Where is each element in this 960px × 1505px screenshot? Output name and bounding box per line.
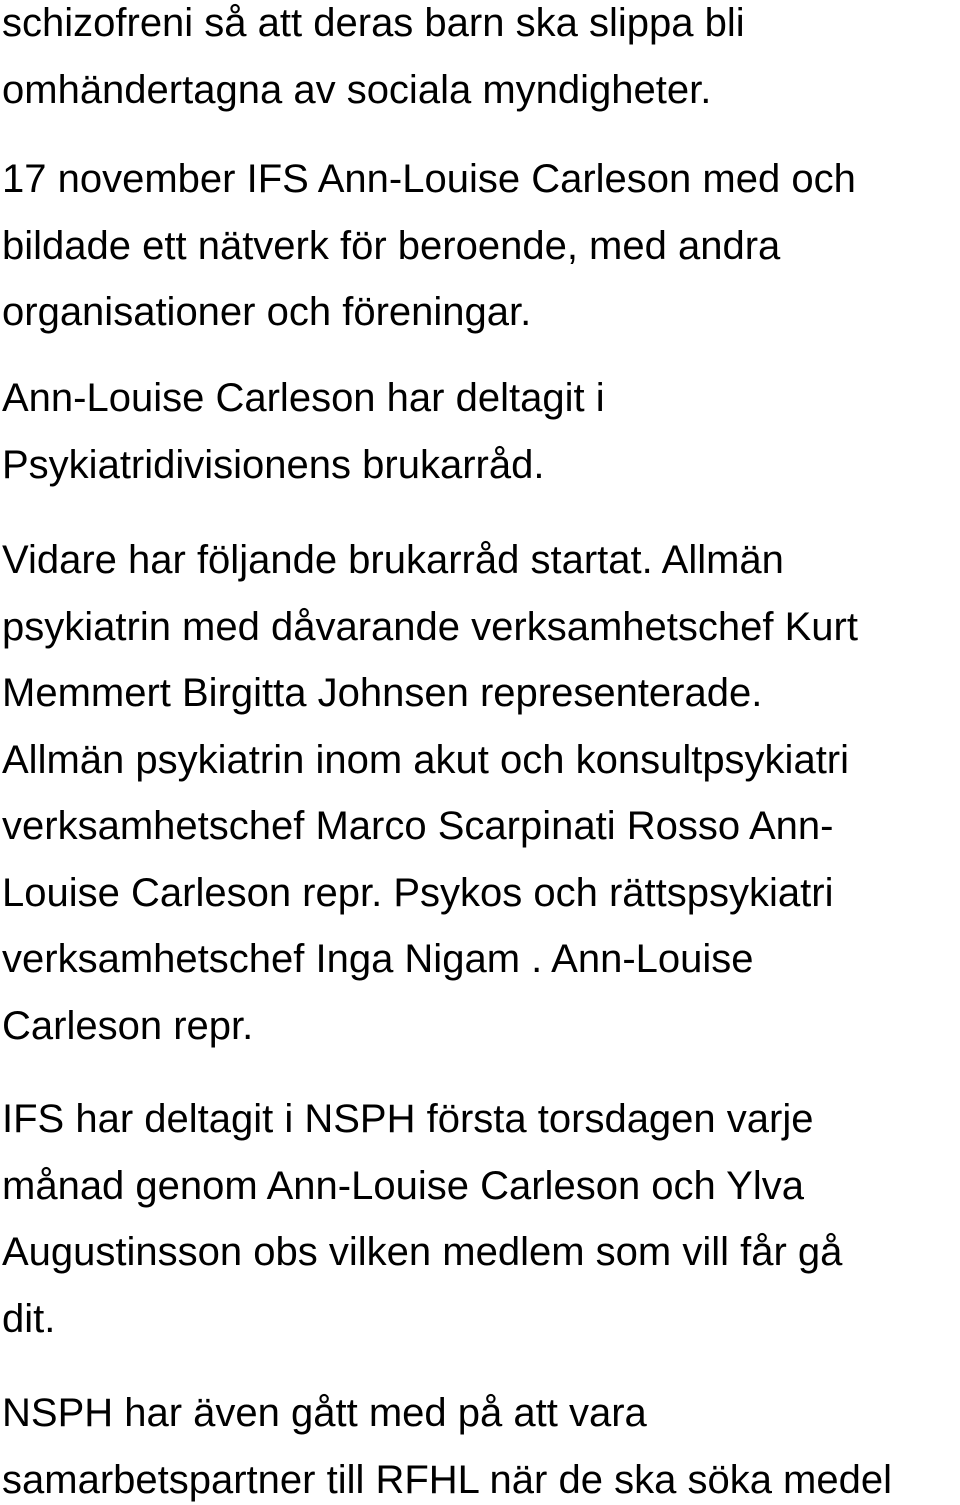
text-line: NSPH har även gått med på att vara [2, 1391, 647, 1435]
paragraph-nsph-torsdagar [2, 1086, 842, 1352]
text-line: bildade ett nätverk för beroende, med andra [2, 223, 781, 268]
text-line: Augustinsson obs vilken medlem som vill får gå [2, 1230, 843, 1274]
text-line: 17 november IFS Ann-Louise Carleson med och [2, 157, 856, 201]
text-line: samarbetspartner till RFHL när de ska söka medel [2, 1457, 892, 1502]
text-line: Memmert Birgitta Johnsen representerade. [2, 671, 763, 715]
text-line: dit. [2, 1296, 56, 1341]
paragraph-brukarrad-startat [2, 527, 858, 1059]
text-line: Carleson repr. [2, 1003, 254, 1048]
paragraph-psykiatridivisionen [2, 365, 605, 498]
paragraph-rfhl-samarbete [2, 1380, 892, 1505]
text-line: schizofreni så att deras barn ska slippa bli [2, 1, 745, 45]
paragraph-schizofreni [2, 0, 745, 123]
text-line: Allmän psykiatrin inom akut och konsultpsykiatri [2, 737, 850, 782]
text-line: IFS har deltagit i NSPH första torsdagen varje [2, 1097, 814, 1141]
text-line: omhändertagna av sociala myndigheter. [2, 67, 712, 112]
text-line: Psykiatridivisionens brukarråd. [2, 442, 545, 487]
text-line: Vidare har följande brukarråd startat. Allmän [2, 538, 784, 582]
paragraph-natverk-beroende [2, 146, 856, 346]
text-line: verksamhetschef Inga Nigam . Ann-Louise [2, 937, 754, 981]
text-line: psykiatrin med dåvarande verksamhetschef Kurt [2, 604, 858, 649]
text-line: organisationer och föreningar. [2, 290, 532, 334]
text-line: Ann-Louise Carleson har deltagit i [2, 376, 605, 420]
text-line: månad genom Ann-Louise Carleson och Ylva [2, 1163, 804, 1208]
text-line: Louise Carleson repr. Psykos och rättspsykiatri [2, 870, 834, 915]
text-line: verksamhetschef Marco Scarpinati Rosso Ann- [2, 804, 834, 848]
